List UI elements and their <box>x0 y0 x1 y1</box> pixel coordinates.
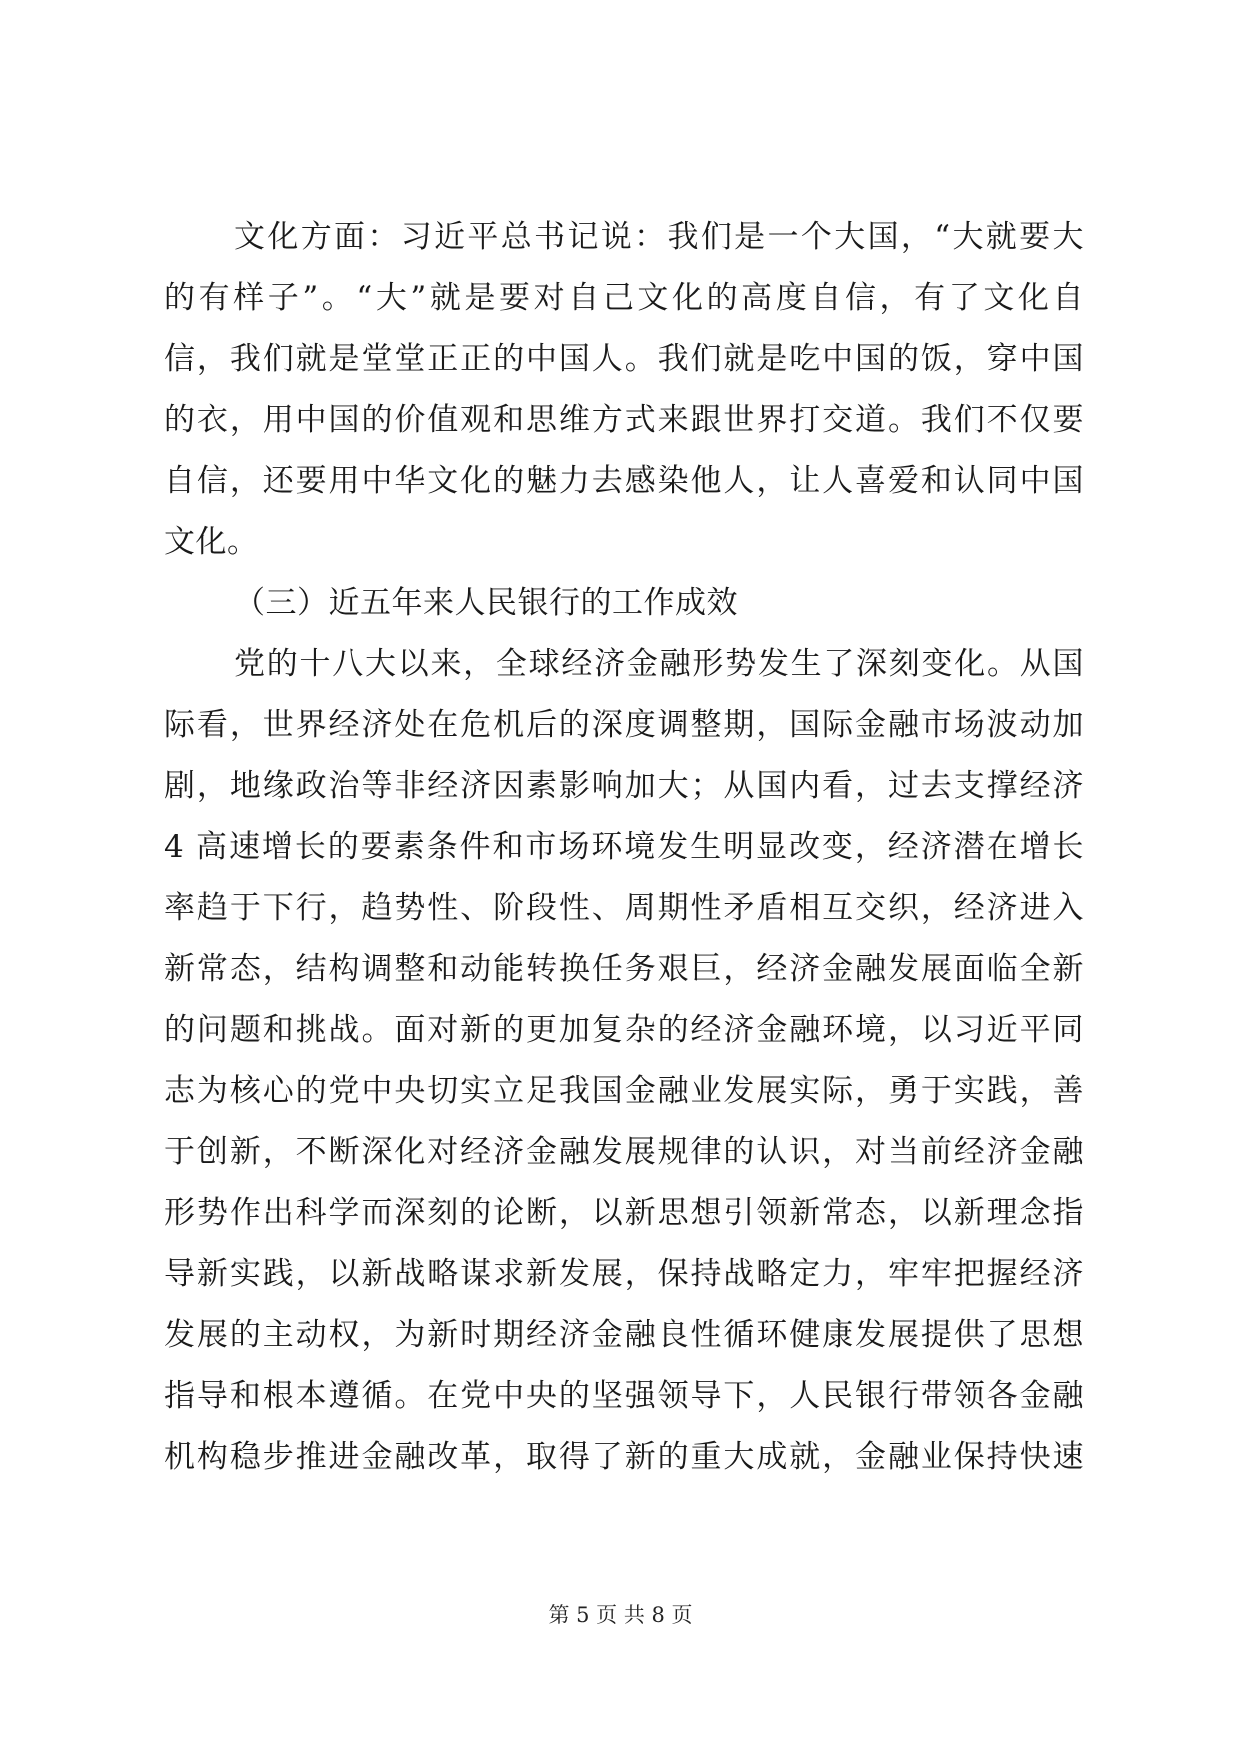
paragraph-line: 导新实践，以新战略谋求新发展，保持战略定力，牢牢把握经济 <box>164 1256 1084 1292</box>
paragraph-line: 际看，世界经济处在危机后的深度调整期，国际金融市场波动加 <box>164 707 1084 743</box>
paragraph-line: 文化方面：习近平总书记说：我们是一个大国，“大就要大 <box>234 219 1084 255</box>
paragraph-line: 的衣，用中国的价值观和思维方式来跟世界打交道。我们不仅要 <box>164 402 1084 438</box>
paragraph-line: 率趋于下行，趋势性、阶段性、周期性矛盾相互交织，经济进入 <box>164 890 1084 926</box>
paragraph-line: 自信，还要用中华文化的魅力去感染他人，让人喜爱和认同中国 <box>164 463 1084 499</box>
paragraph-line: 4 高速增长的要素条件和市场环境发生明显改变，经济潜在增长 <box>164 829 1084 865</box>
section-heading: （三）近五年来人民银行的工作成效 <box>234 585 738 621</box>
paragraph-line: 的问题和挑战。面对新的更加复杂的经济金融环境，以习近平同 <box>164 1012 1084 1048</box>
paragraph-line: 机构稳步推进金融改革，取得了新的重大成就，金融业保持快速 <box>164 1439 1084 1475</box>
paragraph-line: 文化。 <box>164 524 259 560</box>
paragraph-line: 信，我们就是堂堂正正的中国人。我们就是吃中国的饭，穿中国 <box>164 341 1084 377</box>
paragraph-line: 新常态，结构调整和动能转换任务艰巨，经济金融发展面临全新 <box>164 951 1084 987</box>
paragraph-line: 指导和根本遵循。在党中央的坚强领导下，人民银行带领各金融 <box>164 1378 1084 1414</box>
paragraph-line: 形势作出科学而深刻的论断，以新思想引领新常态，以新理念指 <box>164 1195 1084 1231</box>
paragraph-line: 于创新，不断深化对经济金融发展规律的认识，对当前经济金融 <box>164 1134 1084 1170</box>
paragraph-line: 党的十八大以来，全球经济金融形势发生了深刻变化。从国 <box>234 646 1084 682</box>
paragraph-line: 志为核心的党中央切实立足我国金融业发展实际，勇于实践，善 <box>164 1073 1084 1109</box>
paragraph-line: 的有样子”。“大”就是要对自己文化的高度自信，有了文化自 <box>164 280 1084 316</box>
paragraph-line: 发展的主动权，为新时期经济金融良性循环健康发展提供了思想 <box>164 1317 1084 1353</box>
paragraph-line: 剧，地缘政治等非经济因素影响加大；从国内看，过去支撑经济 <box>164 768 1084 804</box>
page-footer: 第 5 页 共 8 页 <box>548 1603 693 1627</box>
